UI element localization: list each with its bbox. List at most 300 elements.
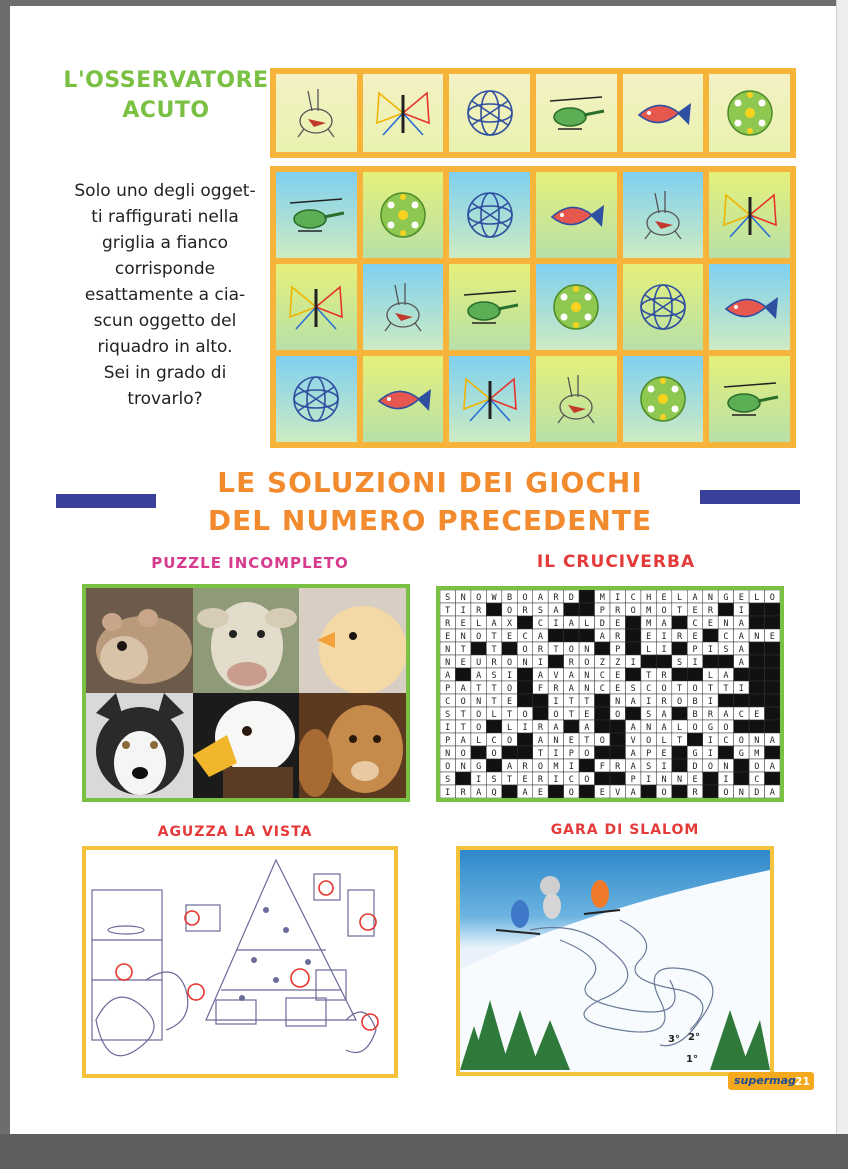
crossword-black-cell <box>672 759 687 772</box>
crossword-black-cell <box>672 707 687 720</box>
crossword-black-cell <box>765 655 780 668</box>
crossword-black-cell <box>641 785 656 798</box>
crossword-grid <box>436 586 784 802</box>
grid-cell-flower-ball <box>363 172 444 258</box>
crossword-letter: O <box>646 736 652 747</box>
crossword-letter: O <box>460 697 466 708</box>
crossword-black-cell <box>765 720 780 733</box>
crossword-black-cell <box>625 668 640 681</box>
crossword-letter: N <box>445 645 451 656</box>
crossword-letter: N <box>476 697 482 708</box>
puzzle-title: PUZZLE INCOMPLETO <box>151 554 349 572</box>
butterfly-icon <box>718 185 782 245</box>
crossword-letter: R <box>661 671 667 682</box>
crossword-letter: R <box>553 684 559 695</box>
strip-cell-fish <box>623 74 704 152</box>
crossword-letter: C <box>692 619 698 630</box>
crossword-letter: T <box>676 606 683 617</box>
crossword-letter: T <box>676 684 683 695</box>
fish-icon <box>544 185 608 245</box>
crossword-letter: O <box>723 723 729 734</box>
crossword-black-cell <box>533 694 548 707</box>
crossword-letter: B <box>692 710 698 721</box>
crossword-letter: R <box>537 775 544 786</box>
crossword-letter: N <box>661 775 667 786</box>
crossword-black-cell <box>517 733 532 746</box>
crossword-black-cell <box>548 629 563 642</box>
eagle-photo <box>193 693 300 798</box>
osservatore-title-line1: L'OSSERVATORE <box>63 68 269 93</box>
crossword-black-cell <box>625 707 640 720</box>
christmas-scene-drawing <box>86 850 394 1074</box>
crossword-letter: N <box>754 632 760 643</box>
crossword-black-cell <box>718 694 733 707</box>
crossword-letter: O <box>692 723 698 734</box>
crossword-black-cell <box>718 655 733 668</box>
crossword-letter: T <box>506 775 513 786</box>
grid-cell-helicopter <box>449 264 530 350</box>
crossword-letter: A <box>568 684 574 695</box>
crossword-letter: L <box>676 593 683 604</box>
crossword-letter: I <box>553 749 559 760</box>
crossword-letter: S <box>723 645 729 656</box>
crossword-letter: G <box>723 593 729 604</box>
crossword-letter: C <box>754 775 760 786</box>
crossword-black-cell <box>579 629 594 642</box>
slalom-label-3: 3° <box>668 1034 680 1045</box>
crossword-black-cell <box>471 746 486 759</box>
crossword-letter: P <box>630 775 636 786</box>
crossword-letter: A <box>630 723 636 734</box>
reference-strip <box>270 68 796 158</box>
crossword-letter: E <box>692 606 698 617</box>
grid-cell-fish <box>363 356 444 442</box>
decorative-bar-left <box>56 494 156 508</box>
magazine-logo <box>728 1072 814 1090</box>
crossword-letter: E <box>584 710 590 721</box>
crossword-letter: G <box>738 749 744 760</box>
butterfly-icon <box>371 83 435 143</box>
crossword-letter: I <box>568 762 574 773</box>
crossword-letter: E <box>661 593 667 604</box>
crossword-letter: V <box>615 788 621 798</box>
crossword-black-cell <box>734 668 749 681</box>
crossword-letter: A <box>553 606 559 617</box>
crossword-letter: I <box>553 775 559 786</box>
crossword-black-cell <box>672 616 687 629</box>
crossword-black-cell <box>672 668 687 681</box>
crossword-letter: S <box>445 593 451 604</box>
crossword-letter: M <box>646 606 652 617</box>
grid-cell-helicopter <box>276 172 357 258</box>
crossword-letter: L <box>661 736 667 747</box>
crossword-letter: O <box>522 710 528 721</box>
crossword-letter: O <box>506 606 513 617</box>
crossword-black-cell <box>517 668 532 681</box>
crossword-letter: C <box>646 684 652 695</box>
crossword-letter: T <box>568 697 574 708</box>
crossword-letter: S <box>537 606 544 617</box>
crossword-letter: A <box>769 788 775 798</box>
crossword-letter: V <box>553 671 559 682</box>
crossword-letter: A <box>723 710 729 721</box>
crossword-letter: X <box>506 619 513 630</box>
crossword-letter: A <box>630 749 636 760</box>
crossword-black-cell <box>486 603 501 616</box>
crossword-letter: E <box>445 632 451 643</box>
crossword-letter: O <box>491 749 497 760</box>
crossword-letter: T <box>445 606 451 617</box>
slalom-scene <box>460 850 770 1072</box>
crossword-letter: O <box>630 606 636 617</box>
crossword-black-cell <box>734 694 749 707</box>
crossword-letter: C <box>599 671 605 682</box>
crossword-letter: C <box>445 697 451 708</box>
crossword-letter: I <box>707 645 714 656</box>
instructions-line: Solo uno degli ogget- <box>74 181 256 201</box>
crossword-black-cell <box>625 629 640 642</box>
strip-cell-rabbit <box>276 74 357 152</box>
crossword-black-cell <box>625 616 640 629</box>
grid-cell-sphere <box>276 356 357 442</box>
crossword-letter: O <box>661 788 667 798</box>
crossword-letter: G <box>692 749 698 760</box>
sphere-icon <box>458 83 522 143</box>
crossword-letter: I <box>445 788 451 798</box>
crossword-letter: A <box>537 593 544 604</box>
grid-cell-rabbit <box>363 264 444 350</box>
crossword-letter: O <box>476 632 482 643</box>
crossword-letter: N <box>460 593 466 604</box>
crossword-letter: I <box>707 736 714 747</box>
crossword-letter: I <box>692 658 698 669</box>
crossword-black-cell <box>564 603 579 616</box>
crossword-letter: N <box>445 658 451 669</box>
grid-cell-fish <box>709 264 790 350</box>
flower-ball-icon <box>631 369 695 429</box>
crossword-letter: W <box>491 593 497 604</box>
crossword-letter: T <box>568 710 574 721</box>
crossword-letter: P <box>646 749 652 760</box>
crossword-letter: E <box>460 619 466 630</box>
crossword-black-cell <box>486 720 501 733</box>
crossword-letter: V <box>630 736 636 747</box>
crossword-black-cell <box>502 746 517 759</box>
crossword-letter: R <box>553 593 559 604</box>
crossword-black-cell <box>595 642 610 655</box>
page-bottom-edge <box>0 1134 848 1169</box>
slalom-label-1: 1° <box>686 1054 698 1065</box>
crossword-letter: M <box>599 593 605 604</box>
grid-cell-flower-ball <box>536 264 617 350</box>
instructions-line: trovarlo? <box>127 389 203 409</box>
instructions-line: ti raffigurati nella <box>91 207 239 227</box>
crossword-letter: R <box>522 606 528 617</box>
crossword-black-cell <box>610 746 625 759</box>
strip-cell-flower-ball <box>709 74 790 152</box>
solutions-title <box>170 464 690 540</box>
crossword-letter: I <box>630 658 636 669</box>
crossword-letter: T <box>506 710 513 721</box>
crossword-letter: E <box>522 775 528 786</box>
crossword-letter: R <box>707 710 714 721</box>
crossword-letter: C <box>537 619 544 630</box>
crossword-letter: O <box>661 684 667 695</box>
crossword-letter: C <box>568 775 574 786</box>
grid-cell-helicopter <box>709 356 790 442</box>
crossword-black-cell <box>517 616 532 629</box>
page-number: 21 <box>794 1074 810 1088</box>
crossword-letter: S <box>491 671 497 682</box>
crossword-letter: O <box>707 762 714 773</box>
crossword-letter: E <box>599 788 605 798</box>
flower-ball-icon <box>544 277 608 337</box>
crossword-letter: G <box>476 762 482 773</box>
grid-cell-rabbit <box>623 172 704 258</box>
crossword-black-cell <box>734 772 749 785</box>
crossword-black-cell <box>765 694 780 707</box>
grid-cell-sphere <box>623 264 704 350</box>
crossword-letter: C <box>738 710 744 721</box>
cow-photo <box>193 588 300 693</box>
crossword-letter: P <box>445 684 451 695</box>
crossword-letter: B <box>506 593 513 604</box>
crossword-letter: O <box>568 645 574 656</box>
crossword-letter: O <box>568 788 574 798</box>
crossword-letter: I <box>537 658 544 669</box>
crossword-letter: A <box>584 723 590 734</box>
crossword-letter: T <box>491 684 497 695</box>
crossword-black-cell <box>718 603 733 616</box>
crossword-letter: N <box>707 593 714 604</box>
flower-ball-icon <box>371 185 435 245</box>
crossword-letter: A <box>537 632 544 643</box>
crossword-letter: T <box>584 697 590 708</box>
crossword-letter: I <box>646 775 652 786</box>
crossword-letter: A <box>769 762 775 773</box>
crossword-letter: R <box>460 788 466 798</box>
crossword-letter: O <box>553 710 559 721</box>
crossword-letter: O <box>476 723 482 734</box>
crossword-letter: I <box>738 606 744 617</box>
crossword-letter: A <box>568 619 574 630</box>
crossword-letter: I <box>553 697 559 708</box>
crossword-black-cell <box>703 772 718 785</box>
crossword-letter: O <box>522 593 528 604</box>
crossword-letter: O <box>506 684 513 695</box>
crossword-black-cell <box>579 759 594 772</box>
crossword-letter: D <box>754 788 760 798</box>
crossword-letter: O <box>754 762 760 773</box>
crossword-letter: L <box>676 723 683 734</box>
rabbit-icon <box>284 83 348 143</box>
butterfly-icon <box>284 277 348 337</box>
lioness-photo <box>299 693 406 798</box>
crossword-letter: N <box>445 749 451 760</box>
crossword-black-cell <box>749 655 764 668</box>
sphere-icon <box>631 277 695 337</box>
crossword-letter: N <box>754 736 760 747</box>
crossword-letter: N <box>584 684 590 695</box>
crossword-black-cell <box>672 642 687 655</box>
crossword-letter: L <box>506 723 513 734</box>
crossword-letter: P <box>568 749 574 760</box>
crossword-letter: T <box>676 736 683 747</box>
crossword-letter: P <box>692 645 698 656</box>
instructions-line: corrisponde <box>114 259 216 279</box>
osservatore-title-line2: ACUTO <box>122 98 210 123</box>
husky-photo <box>86 693 193 798</box>
crossword-letter: T <box>460 710 466 721</box>
crossword-letter: O <box>692 684 698 695</box>
crossword-letter: R <box>522 762 528 773</box>
crossword-letter: S <box>676 658 683 669</box>
crossword-letter: I <box>646 697 652 708</box>
crossword-black-cell <box>749 694 764 707</box>
crossword-letter: T <box>491 645 497 656</box>
grid-cell-flower-ball <box>623 356 704 442</box>
crossword-black-cell <box>486 759 501 772</box>
crossword-letter: I <box>661 632 667 643</box>
osservatore-instructions <box>50 178 280 412</box>
helicopter-icon <box>458 277 522 337</box>
grid-cell-butterfly <box>449 356 530 442</box>
crossword-black-cell <box>471 642 486 655</box>
crossword-letter: N <box>723 762 729 773</box>
crossword-letter: N <box>676 775 683 786</box>
crossword-black-cell <box>641 655 656 668</box>
crossword-letter: E <box>537 788 544 798</box>
crossword-letter: P <box>615 645 621 656</box>
crossword-letter: O <box>476 710 482 721</box>
crossword-letter: E <box>738 593 744 604</box>
crossword-black-cell <box>564 720 579 733</box>
osservatore-title <box>56 66 276 126</box>
crossword-black-cell <box>517 694 532 707</box>
crossword-letter: I <box>553 619 559 630</box>
crossword-letter: L <box>476 619 482 630</box>
crossword-letter: Z <box>615 658 621 669</box>
crossword-black-cell <box>579 785 594 798</box>
crossword-letter: R <box>537 723 544 734</box>
crossword-black-cell <box>765 772 780 785</box>
crossword-letter: O <box>506 658 513 669</box>
crossword-letter: T <box>646 671 652 682</box>
slalom-label-2: 2° <box>688 1032 700 1043</box>
crossword-black-cell <box>564 629 579 642</box>
crossword-letter: A <box>723 671 729 682</box>
crossword-black-cell <box>672 746 687 759</box>
crossword-black-cell <box>672 785 687 798</box>
crossword-letter: I <box>707 697 714 708</box>
helicopter-icon <box>284 185 348 245</box>
crossword-letter: O <box>676 697 683 708</box>
crossword-letter: A <box>630 762 636 773</box>
crossword-letter: A <box>537 671 544 682</box>
crossword-letter: E <box>506 697 513 708</box>
crossword-letter: A <box>738 645 744 656</box>
fish-icon <box>371 369 435 429</box>
crossword-letter: A <box>738 658 744 669</box>
slalom-title: GARA DI SLALOM <box>550 822 700 838</box>
crossword-letter: A <box>491 619 497 630</box>
crossword-letter: E <box>568 736 574 747</box>
instructions-line: Sei in grado di <box>103 363 227 383</box>
crossword-letter: R <box>476 606 482 617</box>
crossword-black-cell <box>595 772 610 785</box>
crossword-letter: E <box>661 749 667 760</box>
helicopter-icon <box>718 369 782 429</box>
crossword-black-cell <box>517 681 532 694</box>
crossword-letter: N <box>522 658 528 669</box>
crossword-letter: A <box>476 788 482 798</box>
crossword-black-cell <box>548 785 563 798</box>
crossword-letter: O <box>584 658 590 669</box>
crossword-letter: F <box>537 684 544 695</box>
crossword-letter: O <box>506 736 513 747</box>
crossword-letter: O <box>460 749 466 760</box>
crossword-letter: B <box>692 697 698 708</box>
puzzle-photos <box>82 584 410 802</box>
crossword-letter: N <box>460 762 466 773</box>
crossword-letter: N <box>553 736 559 747</box>
fish-icon <box>718 277 782 337</box>
instructions-line: scun oggetto del <box>93 311 237 331</box>
crossword-letter: R <box>676 632 683 643</box>
crossword-letter: C <box>491 736 497 747</box>
slalom-maze <box>456 846 774 1076</box>
grid-cell-butterfly <box>709 172 790 258</box>
flower-ball-icon <box>718 83 782 143</box>
sphere-icon <box>284 369 348 429</box>
crossword-black-cell <box>595 746 610 759</box>
crossword-letter: L <box>491 710 497 721</box>
crossword-black-cell <box>703 785 718 798</box>
crossword-letter: A <box>661 619 667 630</box>
crossword-black-cell <box>687 668 702 681</box>
crossword-letter: N <box>615 697 621 708</box>
crossword-letter: S <box>445 710 451 721</box>
strip-cell-sphere <box>449 74 530 152</box>
crossword-black-cell <box>548 655 563 668</box>
crossword-letter: I <box>522 723 528 734</box>
grid-cell-butterfly <box>276 264 357 350</box>
crossword-letter: I <box>661 762 667 773</box>
aguzza-drawing <box>82 846 398 1078</box>
crossword-letter: C <box>599 684 605 695</box>
crossword-letter: N <box>723 619 729 630</box>
page-right-edge <box>836 0 848 1169</box>
crossword-letter: R <box>568 658 574 669</box>
crossword-black-cell <box>579 603 594 616</box>
crossword-letter: T <box>723 684 729 695</box>
crossword-letter: O <box>599 736 605 747</box>
crossword-letter: E <box>692 775 698 786</box>
crossword-letter: N <box>738 788 744 798</box>
hamster-photo <box>86 588 193 693</box>
crossword-letter: Q <box>491 788 497 798</box>
crossword-black-cell <box>595 720 610 733</box>
crossword-black-cell <box>610 772 625 785</box>
logo-text: supermag <box>734 1074 796 1087</box>
crossword-letter: A <box>445 671 451 682</box>
crossword-letter: O <box>769 593 775 604</box>
crossword-letter: G <box>707 723 714 734</box>
crossword-letter: S <box>630 684 636 695</box>
objects-grid <box>270 166 796 448</box>
crossword-black-cell <box>749 720 764 733</box>
crossword-black-cell <box>610 720 625 733</box>
